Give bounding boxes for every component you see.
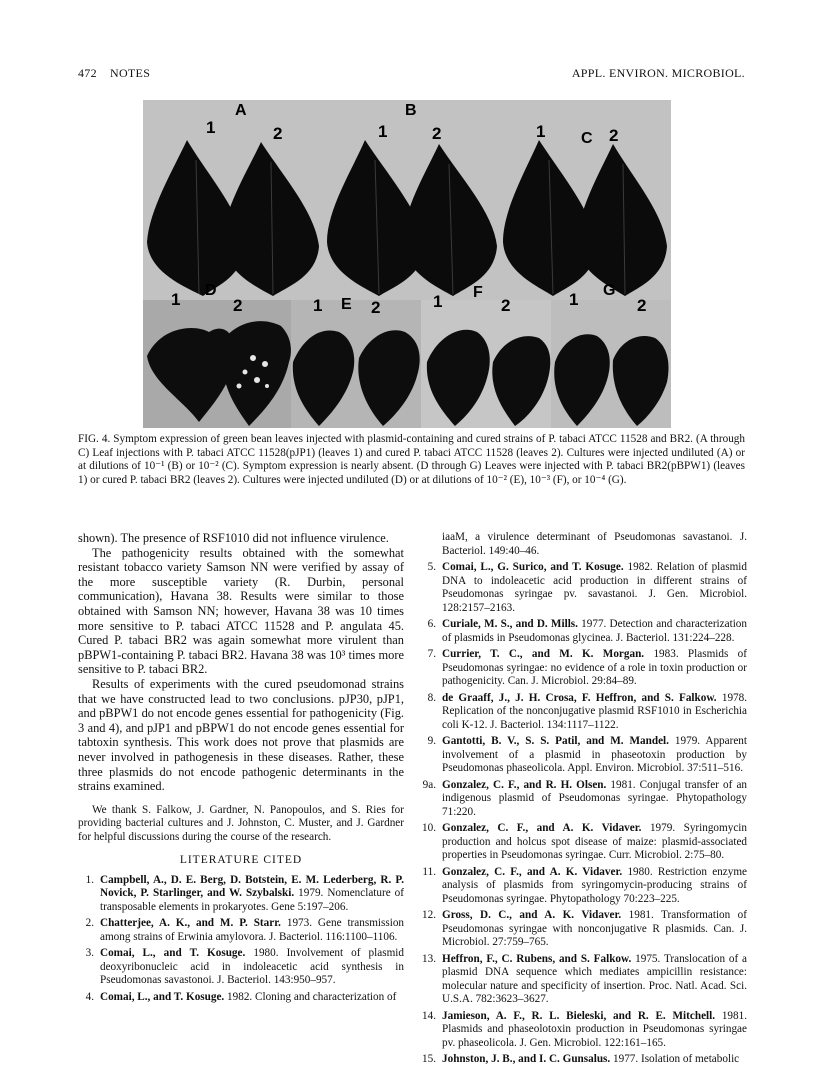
leaf-f2 <box>492 336 550 426</box>
reference-item: 4. Comai, L., and T. Kosuge. 1982. Cloning and characterization of <box>85 990 397 1003</box>
leaf-label-f2: 2 <box>501 296 511 315</box>
paragraph-1: shown). The presence of RSF1010 did not influence virulence. <box>78 531 389 545</box>
leaf-label-a1: 1 <box>206 118 216 137</box>
reference-item: 10. Gonzalez, C. F., and A. K. Vidaver. 1979. Syringomycin production and holcus spot disease of maize: plasmid-associated properties in Pseudomonas syringae. Curr. Microbiol. 2:75–80. <box>422 822 747 861</box>
reference-item: 7. Currier, T. C., and M. K. Morgan. 1983. Plasmids of Pseudomonas syringae: no evidence of a role in toxin production or pathogenicity. Can. J. Microbiol. 29:84–89. <box>427 648 747 687</box>
reference-item: 12. Gross, D. C., and A. K. Vidaver. 1981. Transformation of Pseudomonas syringae with nonconjugative R plasmids. Can. J. Microbiol. 27:759–765. <box>422 909 747 948</box>
figure-4-photo <box>143 100 671 428</box>
figure-caption: FIG. 4. Symptom expression of green bean leaves injected with plasmid-containing and cured strains of P. tabaci ATCC 11528 and BR2. (A through C) Leaf injections with P. tabaci ATCC 11528(pJP1) (leaves 1) and cured P. tabaci ATCC 11528 (leaves 2). Cultures were injected undiluted (A) or at dilutions of 10⁻¹ (B) or 10⁻² (C). Symptom expression is nearly absent. (D through G) Leaves were injected with P. tabaci BR2(pBPW1) (leaves 1) or cured P. tabaci BR2 (leaves 2). Cultures were injected undiluted (D) or at dilutions of 10⁻² (E), 10⁻³ (F), or 10⁻⁴ (G). <box>78 433 745 486</box>
leaf-b2 <box>403 144 497 296</box>
journal-name: APPL. ENVIRON. MICROBIOL. <box>571 66 745 80</box>
panel-label-e: E <box>341 296 352 313</box>
panel-label-f: F <box>473 284 483 301</box>
reference-item: 2. Chatterjee, A. K., and M. P. Starr. 1973. Gene transmission among strains of Erwinia amylovora. J. Bacteriol. 116:1100–1106. <box>85 917 405 943</box>
leaf-label-e1: 1 <box>313 296 323 315</box>
leaf-label-f1: 1 <box>433 292 443 311</box>
acknowledgment: We thank S. Falkow, J. Gardner, N. Panopoulos, and S. Ries for providing bacterial cultures and J. Johnston, C. Muster, and J. Gardner for helpful discussions during the course of the research. <box>78 803 404 843</box>
reference-item: 3. Comai, L., and T. Kosuge. 1980. Involvement of plasmid deoxyribonucleic acid in indoleacetic acid synthesis in Pseudomonas savastonoi. J. Bacteriol. 143:950–957. <box>85 947 404 986</box>
leaf-drawings <box>143 100 671 428</box>
leaf-label-e2: 2 <box>371 298 381 317</box>
reference-item: 9. Gantotti, B. V., S. S. Patil, and M. Mandel. 1979. Apparent involvement of a plasmid in phaseotoxin production by Pseudomonas phaseolicola. Appl. Environ. Microbiol. 37:511–516. <box>427 735 748 774</box>
leaf-label-c2: 2 <box>609 126 619 145</box>
leaf-e2 <box>358 330 419 426</box>
panel-label-b: B <box>405 102 417 119</box>
literature-cited-heading: LITERATURE CITED <box>179 853 303 866</box>
reference-item: 6. Curiale, M. S., and D. Mills. 1977. Detection and characterization of plasmids in Pseudomonas glycinea. J. Bacteriol. 131:224–228. <box>427 618 747 644</box>
panel-label-d: D <box>205 282 217 299</box>
reference-item: 14. Jamieson, A. F., R. L. Bieleski, and R. E. Mitchell. 1981. Plasmids and phaseolotoxin production in Pseudomonas syringae pv. phaseolicola. J. Gen. Microbiol. 122:161–165. <box>422 1009 747 1049</box>
leaf-d2 <box>222 321 291 426</box>
reference-item: 1. Campbell, A., D. E. Berg, D. Botstein, E. M. Lederberg, R. P. Novick, P. Starlinger, and W. Szybalski. 1979. Nomenclature of transposable elements in prokaryotes. Gene 5:197–206. <box>85 873 405 913</box>
left-column <box>78 531 404 1007</box>
leaf-label-d2: 2 <box>233 296 243 315</box>
leaf-label-b1: 1 <box>378 122 388 141</box>
panel-label-a: A <box>235 102 247 119</box>
leaf-d1 <box>147 328 235 422</box>
panel-label-c: C <box>581 130 593 147</box>
leaf-label-a2: 2 <box>273 124 283 143</box>
paragraph-3: Results of experiments with the cured pseudomonad strains that we have constructed lead to two conclusions. pJP30, pJP1, and pBPW1 do not encode genes essential for pathogenicity (Fig. 3 and 4), and pJP1 and pBPW1 do not encode genes essential for tabtoxin synthesis. This work does not prove that plasmids are never involved in pathogenesis in these diseases. Rather, these three plasmids do not encode pathogenic determinants in the strains examined. <box>78 676 404 794</box>
leaf-label-d1: 1 <box>171 290 181 309</box>
reference-item: 9a. Gonzalez, C. F., and R. H. Olsen. 1981. Conjugal transfer of an indigenous plasmid of Pseudomonas syringae. Phytopathology 71:220. <box>422 778 748 818</box>
page-number: 472 <box>78 66 97 80</box>
reference-item: 15. Johnston, J. B., and I. C. Gunsalus. 1977. Isolation of metabolic <box>422 1053 740 1065</box>
running-header <box>78 66 745 82</box>
leaf-label-g2: 2 <box>637 296 647 315</box>
leaf-c2 <box>577 144 667 296</box>
reference-list-right <box>420 561 747 1067</box>
reference-item: 13. Heffron, F., C. Rubens, and S. Falkow. 1975. Translocation of a plasmid DNA sequence which mediates ampicillin resistance: molecular nature and specificity of insertion. Proc. Natl. Acad. Sci. U.S.A. 782:3623–3627. <box>422 952 748 1005</box>
reference-item: 5. Comai, L., G. Surico, and T. Kosuge. 1982. Relation of plasmid DNA to indoleacetic acid production in different strains of Pseudomonas syringae pv. savastanoi. J. Gen. Microbiol. 128:2157–2163. <box>427 561 747 614</box>
leaf-f1 <box>427 330 490 426</box>
leaf-g2 <box>613 336 669 426</box>
right-column <box>420 531 747 1070</box>
panel-label-g: G <box>603 282 616 299</box>
paragraph-2: The pathogenicity results obtained with the somewhat resistant tobacco variety Samson NN were verified by assay of the more susceptible variety (R. Durbin, personal communication), Havana 38. Results were similar to those obtained with Samson NN; however, Havana 38 was 10 times more sensitive to P. tabaci ATCC 11528 and P. angulata 45. Cured P. tabaci BR2 was again somewhat more virulent than pBPW1-containing P. tabaci BR2. Havana 38 was 10³ times more sensitive to P. tabaci BR2. <box>78 545 404 677</box>
leaf-label-b2: 2 <box>432 124 442 143</box>
reference-list-left <box>78 874 404 1005</box>
reference-item: 11. Gonzalez, C. F., and A. K. Vidaver. 1980. Restriction enzyme analysis of plasmids from syringomycin-producing strains of Pseudomonas syringae. Phytopathology 70:223–225. <box>422 865 748 905</box>
section-title: NOTES <box>110 66 151 80</box>
leaf-g1 <box>554 334 610 426</box>
reference-item: 8. de Graaff, J., J. H. Crosa, F. Heffron, and S. Falkow. 1978. Replication of the nonconjugative plasmid RSF1010 in Escherichia coli K-12. J. Bacteriol. 134:1117–1122. <box>427 691 748 731</box>
leaf-label-g1: 1 <box>569 290 579 309</box>
leaf-e1 <box>293 330 354 426</box>
reference-continuation: iaaM, a virulence determinant of Pseudomonas savastanoi. J. Bacteriol. 149:40–46. <box>442 531 747 557</box>
leaf-label-c1: 1 <box>536 122 546 141</box>
